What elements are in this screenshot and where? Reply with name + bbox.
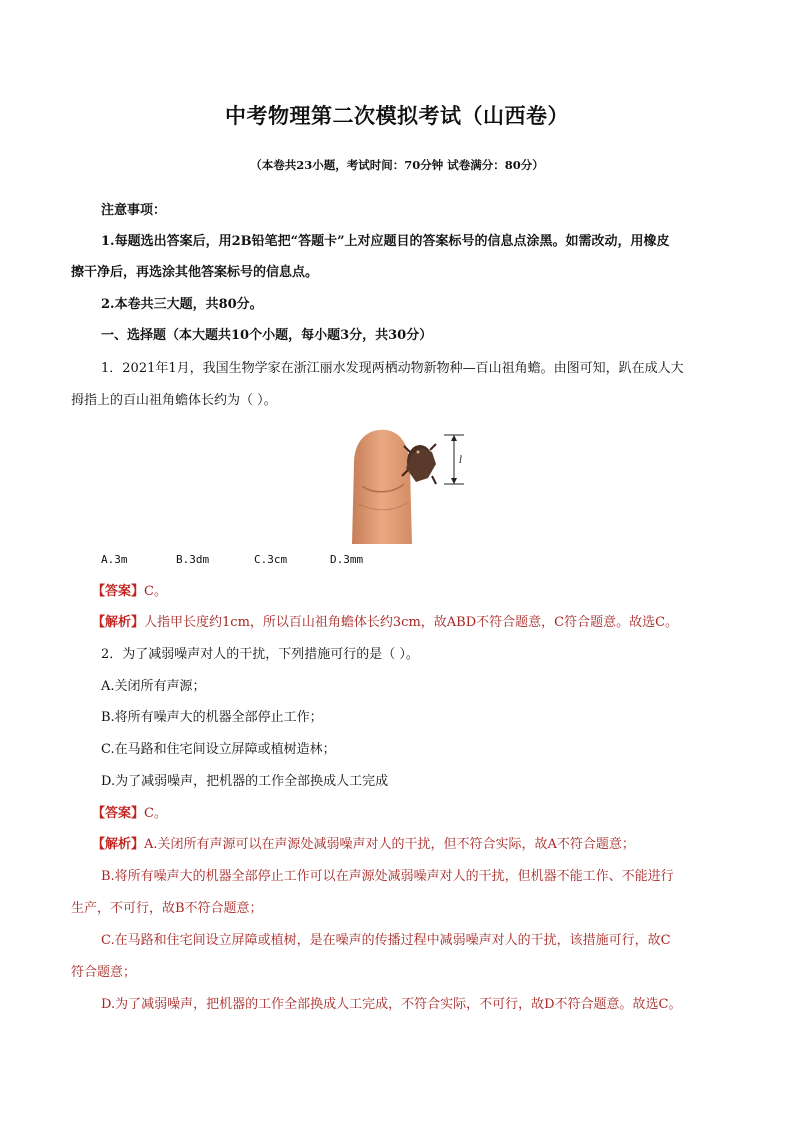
question-1-stem-cont: 拇指上的百山祖角蟾体长约为（ ）。 — [71, 393, 277, 408]
page-title: 中考物理第二次模拟考试（山西卷） — [225, 104, 569, 128]
length-label: l — [459, 455, 463, 466]
q1-option-a: A.3m — [101, 553, 128, 566]
q1-option-b: B.3dm — [176, 553, 210, 566]
analysis-text-a: A.关闭所有声源可以在声源处减弱噪声对人的干扰，但不符合实际，故A不符合题意； — [144, 837, 635, 852]
q1-analysis — [92, 615, 678, 631]
question-1-stem: 1．2021年1月，我国生物学家在浙江丽水发现两栖动物新物种—百山祖角蟾。由图可知，趴在成人大 — [101, 361, 684, 376]
analysis-text: 人指甲长度约1cm，所以百山祖角蟾体长约3cm，故ABD不符合题意，C符合题意。故选C。 — [144, 615, 679, 630]
notice-item-1-cont: 擦干净后，再选涂其他答案标号的信息点。 — [71, 265, 319, 280]
analysis-label: 【解析】 — [92, 837, 145, 852]
q2-analysis-c-cont: 符合题意； — [71, 965, 137, 980]
answer-value: C。 — [144, 584, 167, 599]
q2-answer — [92, 806, 167, 822]
q2-option-a: A.关闭所有声源； — [101, 679, 206, 694]
answer-label: 【答案】 — [92, 584, 145, 599]
notice-heading: 注意事项： — [101, 203, 167, 218]
section-heading: 一、选择题（本大题共10个小题，每小题3分，共30分） — [101, 328, 433, 343]
q2-analysis-b-cont: 生产，不可行，故B不符合题意； — [71, 901, 263, 916]
notice-item-2: 2.本卷共三大题，共80分。 — [101, 297, 263, 312]
exam-info: （本卷共23小题，考试时间：70分钟 试卷满分：80分） — [250, 158, 544, 172]
q2-option-d: D.为了减弱噪声，把机器的工作全部换成人工完成 — [101, 774, 389, 789]
q2-analysis-b: B.将所有噪声大的机器全部停止工作可以在声源处减弱噪声对人的干扰，但机器不能工作、不能进行 — [101, 869, 674, 884]
q1-option-d: D.3mm — [330, 553, 364, 566]
answer-value: C。 — [144, 806, 167, 821]
notice-item-1: 1.每题选出答案后，用2B铅笔把“答题卡”上对应题目的答案标号的信息点涂黑。如需改动，用橡皮 — [101, 234, 670, 249]
analysis-label: 【解析】 — [92, 615, 145, 630]
thumb-frog-figure — [348, 424, 476, 544]
q2-option-c: C.在马路和住宅间设立屏障或植树造林； — [101, 742, 336, 757]
q2-analysis — [92, 837, 635, 853]
q2-option-b: B.将所有噪声大的机器全部停止工作； — [101, 710, 323, 725]
q1-answer — [92, 584, 167, 600]
q2-analysis-c: C.在马路和住宅间设立屏障或植树，是在噪声的传播过程中减弱噪声对人的干扰，该措施可行，故C — [101, 933, 671, 948]
question-2-stem: 2．为了减弱噪声对人的干扰，下列措施可行的是（ ）。 — [101, 647, 419, 662]
q2-analysis-d: D.为了减弱噪声，把机器的工作全部换成人工完成，不符合实际，不可行，故D不符合题意。故选C。 — [101, 997, 682, 1012]
answer-label: 【答案】 — [92, 806, 145, 821]
q1-option-c: C.3cm — [254, 553, 288, 566]
